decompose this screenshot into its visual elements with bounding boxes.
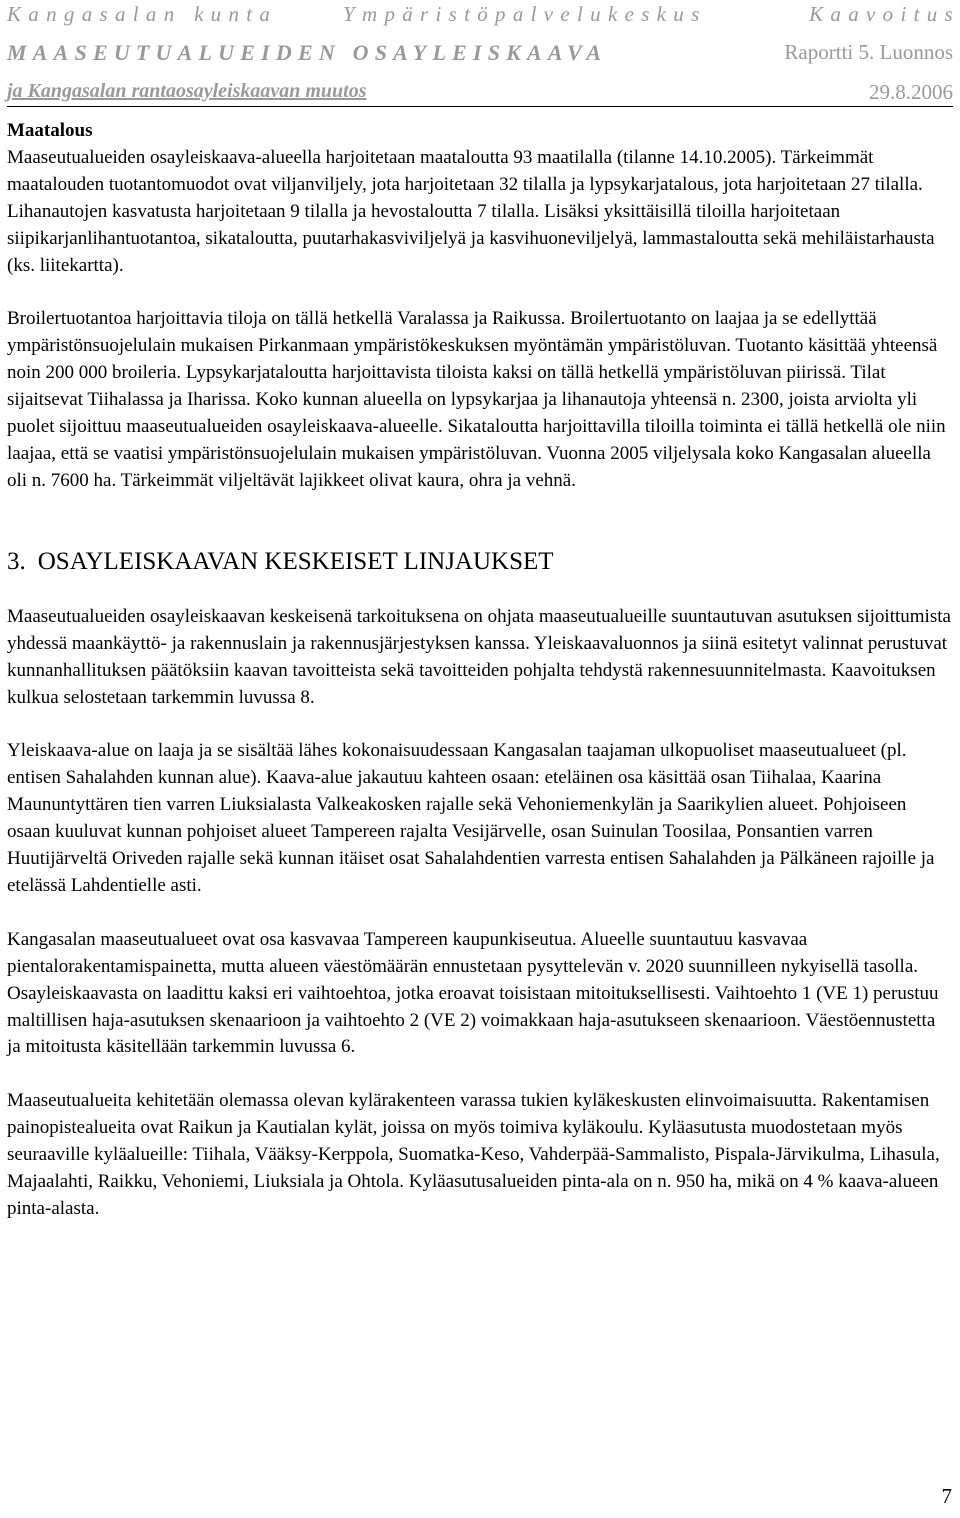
section-number: 3. — [7, 547, 26, 575]
section-heading — [7, 547, 952, 577]
doc-title: MAASEUTUALUEIDEN OSAYLEISKAAVA — [7, 40, 608, 65]
page-number: 7 — [941, 1484, 952, 1508]
paragraph-section-4: Maaseutualueita kehitetään olemassa olevan kylärakenteen varassa tukien kyläkeskusten elinvoimaisuutta. Rakentamisen painopistealueita ovat Raikun ja Kautialan kylät, joissa on myös toimiva kyläkoulu. Kyläasutusta muodostetaan myös seuraaville kyläalueille: Tiihala, Vääksy-Kerppola, Suomatka-Keso, Vahderpää-Sammalisto, Pispala-Järvikulma, Lihasula, Majaalahti, Raikku, Vehoniemi, Liuksiala ja Ohtola. Kyläasutusalueiden pinta-ala on n. 950 ha, mikä on 4 % kaava-alueen pinta-alasta. — [7, 1090, 940, 1219]
paragraph-maatalous-2: Broilertuotantoa harjoittavia tiloja on tällä hetkellä Varalassa ja Raikussa. Broilertuotanto on laajaa ja se edellyttää ympäristönsuojelulain mukaisen Pirkanmaan ympäristökeskuksen myöntämän ympäristöluvan. Tuotanto käsittää yhteensä noin 200 000 broileria. Lypsykarjataloutta harjoittavista tiloista kaksi on tällä hetkellä ympäristöluvan piirissä. Tilat sijaitsevat Tiihalassa ja Iharissa. Koko kunnan alueella on lypsykarjaa ja lihanautoja yhteensä n. 2300, joista arviolta yli puolet sijoittuu maaseutualueiden osayleiskaava-alueelle. Sikataloutta harjoittavilla tiloilla toiminta ei tällä hetkellä ole niin laajaa, että se vaatisi ympäristönsuojelulain mukaisen ympäristöluvan. Vuonna 2005 viljelysala koko Kangasalan alueella oli n. 7600 ha. Tärkeimmät viljeltävät lajikkeet olivat kaura, ohra ja vehnä. — [7, 308, 946, 491]
section-name: Kaavoitus — [809, 2, 960, 26]
subheading-maatalous: Maatalous — [7, 120, 93, 141]
paragraph-section-3: Kangasalan maaseutualueet ovat osa kasvavaa Tampereen kaupunkiseutua. Alueelle suuntautuu kasvavaa pientalorakentamispainetta, mutta alueen väestömäärän ennustetaan pysyttelevän v. 2020 suunnilleen nykyisellä tasolla. Osayleiskaavasta on laadittu kaksi eri vaihtoehtoa, jotka eroavat toisistaan mitoituksellisesti. Vaihtoehto 1 (VE 1) perustuu maltillisen haja-asutuksen skenaarioon ja vaihtoehto 2 (VE 2) voimakkaan haja-asutukseen skenaarioon. Väestöennustetta ja mitoitusta käsitellään tarkemmin luvussa 6. — [7, 928, 939, 1058]
document-body — [7, 118, 952, 1250]
paragraph-maatalous-1: Maaseutualueiden osayleiskaava-alueella harjoitetaan maataloutta 93 maatilalla (tilanne 14.10.2005). Tärkeimmät maatalouden tuotantomuodot ovat viljanviljely, jota harjoitetaan 32 tilalla ja lypsykarjatalous, jota harjoitetaan 27 tilalla. Lihanautojen kasvatusta harjoitetaan 9 tilalla ja hevostaloutta 7 tilalla. Lisäksi yksittäisillä tiloilla harjoitetaan siipikarjanlihantuotantoa, sikataloutta, puutarhakasviviljelyä ja kasvihuoneviljelyä, lammastaloutta sekä mehiläistarhausta (ks. liitekartta). — [7, 146, 935, 276]
org-name: Kangasalan kunta — [7, 2, 278, 26]
paragraph-section-1: Maaseutualueiden osayleiskaavan keskeisenä tarkoituksena on ohjata maaseutualueille suuntautuvan asutuksen sijoittumista yhdessä maankäyttö- ja rakennuslain ja rakennusjärjestyksen kanssa. Yleiskaavaluonnos ja siinä esitetyt valinnat perustuvat kunnanhallituksen päätöksiin kaavan tavoitteista sekä tavoitteiden pohjalta tehdystä rakennesuunnitelmasta. Kaavoituksen kulkua selostetaan tarkemmin luvussa 8. — [7, 605, 951, 708]
header-row-3 — [7, 80, 953, 107]
report-label: Raportti 5. Luonnos — [784, 40, 953, 64]
doc-date: 29.8.2006 — [869, 80, 953, 104]
department-name: Ympäristöpalvelukeskus — [343, 2, 707, 26]
paragraph-section-2: Yleiskaava-alue on laaja ja se sisältää lähes kokonaisuudessaan Kangasalan taajaman ulkopuoliset maaseutualueet (pl. entisen Sahalahden kunnan alue). Kaava-alue jakautuu kahteen osaan: eteläinen osa käsittää osan Tiihalaa, Kaarina Maununtyttären tien varren Liuksialasta Valkeakosken rajalle sekä Vehoniemenkylän ja Saarikylien alueet. Pohjoiseen osaan kuuluvat kunnan pohjoiset alueet Tampereen rajalta Vesijärvelle, osan Suinulan Toosilaa, Ponsantien varren Huutijärveltä Oriveden rajalle sekä kunnan itäiset osat Sahalahdentien varresta entisen Sahalahden ja Pälkäneen rajoille ja etelässä Lahdentielle asti. — [7, 740, 935, 896]
doc-subtitle: ja Kangasalan rantaosayleiskaavan muutos — [7, 80, 367, 102]
section-title: OSAYLEISKAAVAN KESKEISET LINJAUKSET — [37, 547, 554, 575]
header-row-2 — [7, 40, 953, 68]
header-row-1 — [7, 2, 960, 30]
